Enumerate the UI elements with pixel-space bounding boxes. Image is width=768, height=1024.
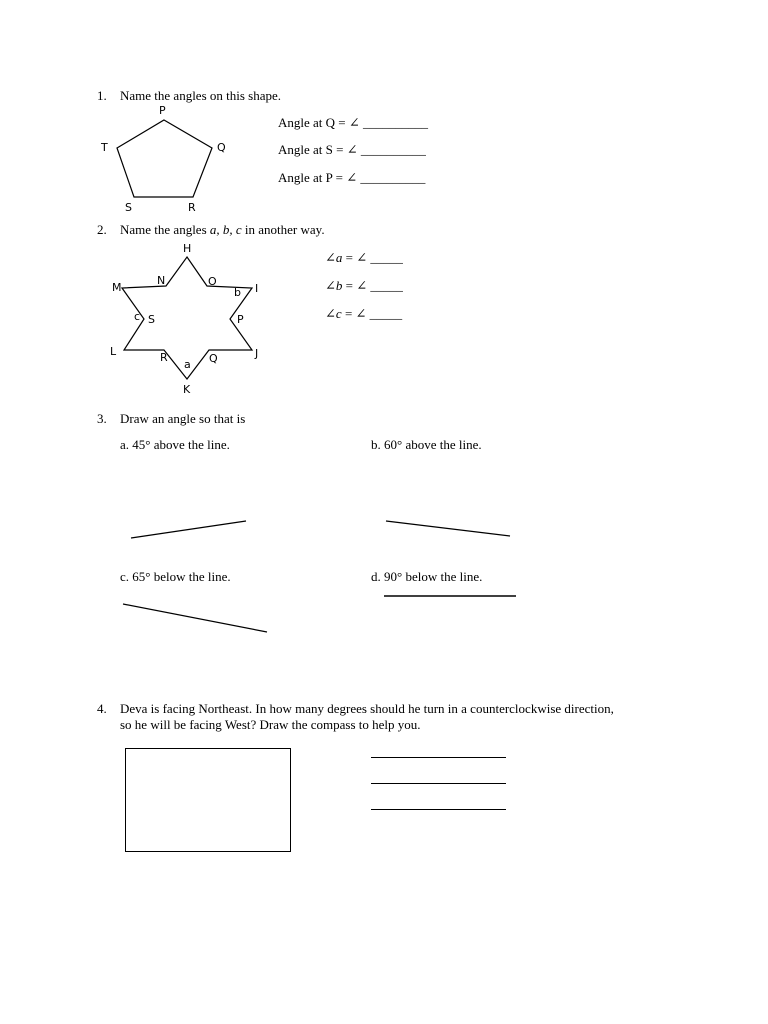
star-label-q: Q bbox=[209, 352, 218, 365]
pentagon-shape bbox=[117, 120, 212, 197]
question-3-text: Draw an angle so that is bbox=[120, 411, 246, 426]
answer-angle-c-var: c bbox=[335, 306, 342, 321]
part-c-text: c. 65° below the line. bbox=[120, 569, 231, 584]
star-label-b: b bbox=[234, 286, 241, 299]
answer-angle-c bbox=[325, 307, 402, 320]
answer-angle-a-var: a bbox=[335, 250, 343, 265]
answer-angle-b bbox=[325, 279, 403, 292]
answer-angle-p: Angle at P = ∠ __________ bbox=[278, 170, 426, 185]
question-1-text: Name the angles on this shape. bbox=[120, 88, 282, 103]
star-label-m: M bbox=[112, 281, 122, 294]
answer-blank-3[interactable] bbox=[371, 809, 506, 810]
star-label-j: J bbox=[255, 347, 259, 360]
answer-angle-b-prefix: ∠ bbox=[325, 278, 336, 293]
answer-angle-a-prefix: ∠ bbox=[325, 250, 336, 265]
star-label-s: S bbox=[148, 313, 155, 326]
line-part-a bbox=[131, 521, 246, 538]
compass-drawing-box[interactable] bbox=[125, 748, 291, 852]
question-1-number: 1. bbox=[97, 88, 107, 103]
star-label-r: R bbox=[160, 351, 168, 364]
line-part-b bbox=[386, 521, 510, 536]
line-part-c bbox=[123, 604, 267, 632]
answer-blank-1[interactable] bbox=[371, 757, 506, 758]
pentagon-label-s: S bbox=[125, 201, 132, 214]
question-2-number: 2. bbox=[97, 222, 107, 237]
question-4-line-1: Deva is facing Northeast. In how many degrees should he turn in a counterclockwise direction, bbox=[120, 701, 614, 716]
question-2-text-after: in another way. bbox=[241, 222, 325, 237]
pentagon-label-r: R bbox=[188, 201, 196, 214]
answer-angle-b-rest: = ∠ _____ bbox=[342, 278, 403, 293]
star-label-c: c bbox=[134, 310, 141, 323]
pentagon-label-q: Q bbox=[217, 141, 226, 154]
part-b-text: b. 60° above the line. bbox=[371, 437, 482, 452]
star-label-l: L bbox=[110, 345, 117, 358]
question-2-text bbox=[120, 223, 325, 236]
star-label-h: H bbox=[183, 242, 192, 255]
question-4-line-2: so he will be facing West? Draw the compass to help you. bbox=[120, 717, 421, 732]
question-3-number: 3. bbox=[97, 411, 107, 426]
pentagon-label-t: T bbox=[101, 141, 108, 154]
question-4-number: 4. bbox=[97, 701, 107, 716]
answer-angle-b-var: b bbox=[335, 278, 343, 293]
question-2-text-vars: a, b, c bbox=[209, 222, 242, 237]
star-label-n: N bbox=[157, 274, 166, 287]
part-d-text: d. 90° below the line. bbox=[371, 569, 483, 584]
star-label-p: P bbox=[237, 313, 244, 326]
answer-blank-2[interactable] bbox=[371, 783, 506, 784]
part-a-text: a. 45° above the line. bbox=[120, 437, 230, 452]
answer-angle-c-prefix: ∠ bbox=[325, 306, 336, 321]
answer-angle-c-rest: = ∠ _____ bbox=[341, 306, 403, 321]
answer-angle-a-rest: = ∠ _____ bbox=[342, 250, 403, 265]
star-label-a: a bbox=[184, 358, 191, 371]
star-label-k: K bbox=[183, 383, 191, 396]
pentagon-label-p: P bbox=[159, 104, 166, 117]
answer-angle-a bbox=[325, 251, 403, 264]
star-label-o: O bbox=[208, 275, 217, 288]
answer-angle-s: Angle at S = ∠ __________ bbox=[278, 142, 426, 157]
answer-angle-q: Angle at Q = ∠ __________ bbox=[278, 115, 429, 130]
star-label-i: I bbox=[255, 282, 259, 295]
question-2-text-before: Name the angles bbox=[120, 222, 210, 237]
